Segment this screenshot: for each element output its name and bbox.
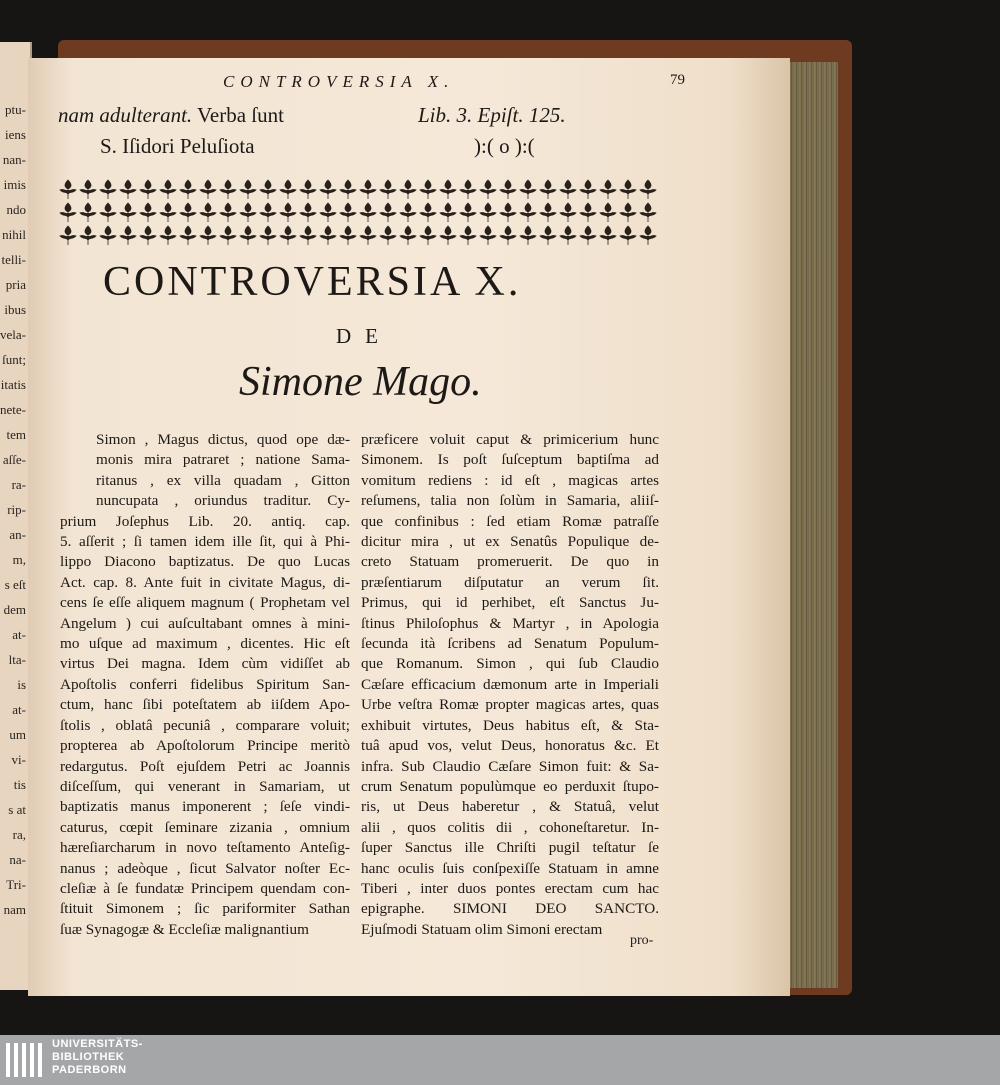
prev-page-fragment: nihil (2, 227, 26, 242)
text-line: Ejuſmodi Statuam olim Simoni erectam (361, 920, 603, 938)
prev-page-fragment: imis (3, 177, 26, 192)
prev-page-fragment: ſunt; (2, 352, 26, 367)
text-line: Tiberi , inter duos pontes erectam cum hac (361, 879, 659, 897)
text-line: ctum, hanc ſibi poteſtatem ab iiſdem Apo- (60, 696, 350, 714)
text-line: cens ſe eſſe aliquem magnum ( Prophetam vel (60, 594, 350, 612)
prev-page-fragment: lta- (8, 652, 26, 667)
text-line: tuâ apud vos, velut Deus, honoratus &c. Et (361, 737, 659, 755)
carryover-italic: nam adulterant. (58, 103, 193, 127)
text-line: ſecunda ità ſcribens ad Senatum Populum- (361, 635, 659, 653)
prev-page-fragment: ibus (4, 302, 26, 317)
text-line: Simonem. Is poſt ſuſceptum baptiſma ad (361, 451, 659, 469)
text-line: nanus ; adeòque , ſicut Salvator noſter Ec- (60, 859, 350, 877)
prev-page-fragment: nan- (2, 152, 26, 167)
prev-page-fragment: vi- (11, 752, 26, 767)
prev-page-fragment: ptu- (5, 102, 26, 117)
text-line: exhibuit virtutes, Deus habitus eſt, & Sta- (361, 716, 659, 734)
text-line: mo uſque ad maximum , dicentes. Hic eſt (60, 635, 350, 653)
text-line: cleſiæ à ſe fundatæ Principem quendam con- (60, 879, 350, 897)
prev-page-fragment: s at (8, 802, 26, 817)
prev-page-fragment: ndo (6, 202, 26, 217)
text-line: prium Joſephus Lib. 20. antiq. cap. (60, 512, 350, 530)
chapter-de: DE (336, 324, 392, 348)
text-line: ſuper Sanctus ille Chriſti pugil teſtatur ſe (361, 839, 659, 857)
prev-page-fragment: aſſe- (2, 452, 26, 467)
text-line: hæreſiarcharum in novo teſtamento Anteſig- (60, 839, 350, 857)
fleuron-border-ornament (58, 178, 658, 248)
text-line: ſtinus Philoſophus & Martyr , in Apologia (361, 614, 659, 632)
text-column-right (361, 430, 659, 940)
prev-page-fragment: Tri- (6, 877, 26, 892)
text-line: vomitum rediens : id eſt , magicas artes (361, 471, 659, 489)
prev-page-fragment: dem (3, 602, 26, 617)
text-line: virtus Dei magna. Idem cùm vidiſſet ab (60, 655, 350, 673)
text-line: Cæſare efficacium dæmonum arte in Imperiali (361, 675, 659, 693)
text-line: propterea ab Apoſtolorum Principe meritò (60, 737, 350, 755)
prev-page-fragment: vela- (0, 327, 26, 342)
prev-page-fragment: an- (9, 527, 26, 542)
text-column-left (60, 430, 350, 940)
carryover-reference: Lib. 3. Epiſt. 125. (418, 103, 566, 127)
prev-page-fragment: s eſt (4, 577, 26, 592)
text-line: præſentiarum diſputatur an verum ſit. (361, 573, 659, 591)
text-line: ris, ut Deus haberetur , & Statuâ, velut (361, 798, 659, 816)
text-line: diſceſſum, qui venerant in Samariam, ut (60, 777, 350, 795)
text-line: Angelum ) cui auſcultabant omnes à mini- (60, 614, 350, 632)
library-name-line1: UNIVERSITÄTS- (52, 1038, 143, 1050)
prev-page-fragment: is (17, 677, 26, 692)
text-line: Apoſtolis conferri fidelibus Spiritum San- (60, 675, 350, 693)
text-line: alii , quos colitis dii , cohoneſtaretur. In- (361, 818, 659, 836)
text-line: creto Statuam promeruerit. De quo in (361, 553, 659, 571)
text-line: præficere voluit caput & primicerium hunc (361, 431, 659, 448)
text-line: epigraphe. SIMONI DEO SANCTO. (361, 900, 659, 918)
text-line: dicitur mira , ut ex Senatûs Populique de- (361, 533, 659, 551)
prev-page-fragment: iens (5, 127, 26, 142)
catchword: pro- (630, 933, 654, 948)
text-line: ritanus , ex villa quadam , Gitton (96, 471, 350, 489)
prev-page-fragment: itatis (0, 377, 26, 392)
library-name-line2: BIBLIOTHEK (52, 1051, 125, 1063)
book-page (28, 58, 790, 996)
text-line: ſtituit Simonem ; ſic pariformiter Sathan (60, 900, 350, 918)
text-line: crum Senatum populùmque eo perduxit ſtupo- (361, 777, 659, 795)
carryover-line-1 (58, 103, 284, 128)
text-line: ſuæ Synagogæ & Eccleſiæ malignantium (60, 920, 309, 938)
text-line: monis mira patraret ; natione Sama- (96, 451, 350, 469)
prev-page-fragment: um (9, 727, 26, 742)
library-name-line3: PADERBORN (52, 1064, 127, 1076)
text-line: Simon , Magus dictus, quod ope dæ- (96, 431, 350, 448)
text-line: nuncupata , oriundus traditur. Cy- (96, 492, 350, 510)
prev-page-fragment: pria (5, 277, 26, 292)
university-library-logo-icon (4, 1039, 46, 1081)
text-line: ſtolis , oblatâ pecuniâ , comparare voluit; (60, 716, 350, 734)
carryover-separator: ):( o ):( (474, 134, 535, 158)
text-line: Primus, qui id perhibet, eſt Sanctus Ju- (361, 594, 659, 612)
prev-page-fragment: tem (6, 427, 26, 442)
prev-page-fragment: at- (12, 627, 26, 642)
chapter-title: CONTROVERSIA X. (103, 259, 522, 305)
prev-page-fragment: na- (9, 852, 26, 867)
prev-page-fragment: tis (13, 777, 26, 792)
running-head: CONTROVERSIA X. (223, 72, 455, 91)
prev-page-fragment: ra, (12, 827, 26, 842)
text-line: que confinibus : ſed etiam Romæ patraſſe (361, 512, 659, 530)
chapter-subtitle: Simone Mago. (239, 359, 482, 405)
text-line: caturus, cœpit ſeminare zizania , omnium (60, 818, 350, 836)
library-footer (0, 1035, 1000, 1085)
carryover-line-2: S. Iſidori Peluſiota (100, 134, 255, 158)
text-line: redargutus. Poſt ejuſdem Petri ac Joannis (60, 757, 350, 775)
page-number: 79 (670, 72, 685, 88)
prev-page-fragment: m, (12, 552, 26, 567)
text-line: hanc oculis ſuis conſpexiſſe Statuam in amne (361, 859, 659, 877)
prev-page-fragment: telli- (1, 252, 26, 267)
text-line: lippo Diacono baptizatus. De quo Lucas (60, 553, 350, 571)
text-line: baptizatis manus imponerent ; ſeſe vindi- (60, 798, 350, 816)
prev-page-fragment: ra- (11, 477, 26, 492)
text-line: que Romanum. Simon , qui ſub Claudio (361, 655, 659, 673)
text-line: reſumens, talia non ſolùm in Samaria, aliiſ- (361, 492, 659, 510)
page-block-edges (788, 62, 838, 988)
text-line: Urbe veſtra Romæ propter magicas artes, quas (361, 696, 659, 714)
library-name (52, 1038, 143, 1077)
text-line: Act. cap. 8. Ante fuit in civitate Magus, di- (60, 573, 350, 591)
prev-page-fragment: nam (3, 902, 26, 917)
carryover-roman: Verba ſunt (197, 103, 284, 127)
text-line: 5. aſſerit ; ſi tamen idem ille ſit, qui à Phi- (60, 533, 350, 551)
prev-page-fragment: rip- (7, 502, 26, 517)
prev-page-fragment: at- (12, 702, 26, 717)
prev-page-fragment: nete- (0, 402, 26, 417)
text-line: infra. Sub Claudio Cæſare Simon fuit: & Sa- (361, 757, 659, 775)
